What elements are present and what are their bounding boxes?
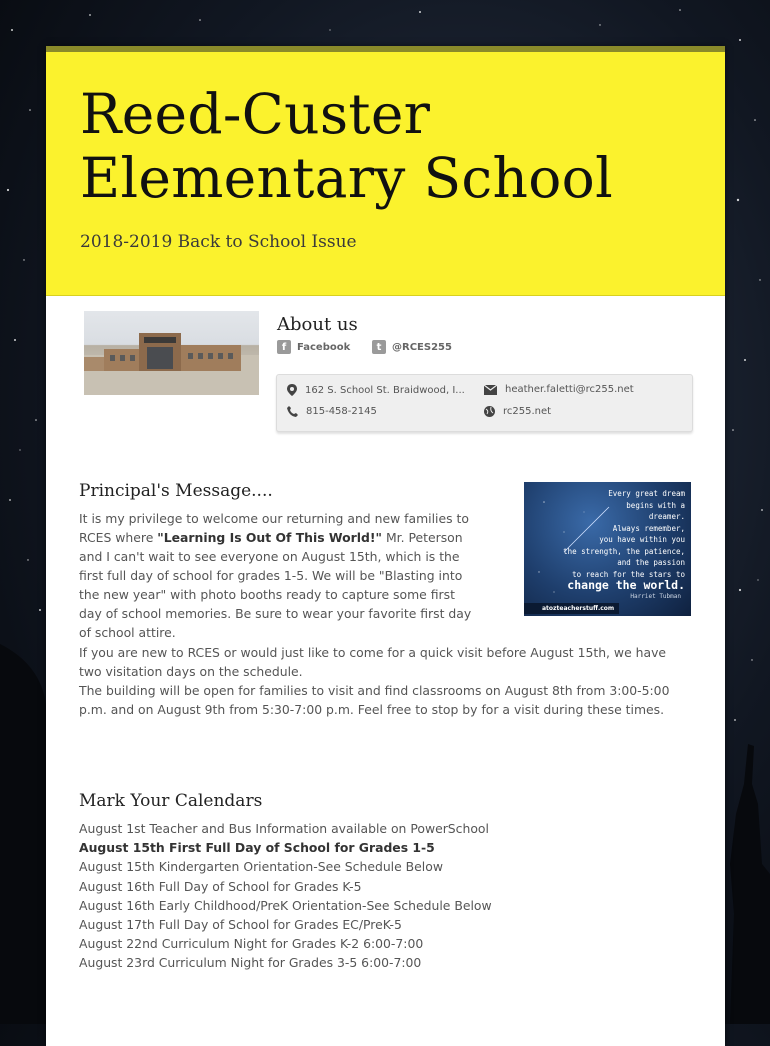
facebook-icon: f (277, 340, 291, 354)
newsletter-title (80, 82, 691, 210)
contact-info-box (276, 374, 693, 432)
principal-paragraph-2: If you are new to RCES or would just like to come for a quick visit before August 15th, we have two visitation days on the schedule. (79, 645, 667, 679)
principal-p1-a: It is my privilege to welcome our returning and new families to RCES where (79, 511, 469, 545)
title-line-1: Reed-Custer (80, 82, 431, 146)
quote-line-7: and the passion (617, 558, 685, 567)
calendar-item: August 15th Kindergarten Orientation-See Schedule Below (79, 859, 443, 875)
calendar-item: August 16th Full Day of School for Grades K-5 (79, 878, 362, 894)
calendar-title: Mark Your Calendars (79, 791, 263, 811)
email-text: heather.faletti@rc255.net (505, 384, 634, 395)
website-text: rc255.net (503, 406, 552, 417)
address-item[interactable] (287, 384, 465, 396)
twitter-label: @RCES255 (392, 341, 452, 353)
quote-line-9: change the world. (567, 578, 685, 592)
silhouette-hill (0, 644, 46, 1024)
quote-author: Harriet Tubman (630, 593, 681, 600)
calendar-item: August 16th Early Childhood/PreK Orientation-See Schedule Below (79, 897, 492, 913)
globe-icon (484, 406, 495, 417)
quote-line-2: begins with a (626, 500, 685, 510)
phone-item[interactable] (287, 406, 377, 417)
email-item[interactable] (484, 384, 634, 395)
address-text: 162 S. School St. Braidwood, I... (305, 384, 465, 396)
calendar-item: August 17th Full Day of School for Grades EC/PreK-5 (79, 917, 402, 933)
calendar-item: August 15th First Full Day of School for Grades 1-5 (79, 840, 435, 856)
about-us-title: About us (277, 314, 358, 335)
quote-line-4: Always remember, (612, 523, 685, 533)
quote-line-6: the strength, the patience, (563, 546, 685, 556)
phone-icon (287, 406, 298, 417)
quote-line-8: to reach for the stars to (572, 569, 685, 579)
quote-line-3: dreamer. (648, 512, 685, 521)
facebook-link[interactable] (277, 340, 350, 354)
newsletter-card (46, 46, 725, 1046)
principal-message-title: Principal's Message.... (79, 481, 273, 501)
quote-line-1: Every great dream (608, 489, 685, 498)
facebook-label: Facebook (297, 341, 351, 353)
calendar-list (79, 819, 492, 973)
principal-p1-bold: "Learning Is Out Of This World!" (157, 530, 382, 545)
principal-paragraph-3: The building will be open for families to visit and find classrooms on August 8th from 3:00-5:00 p.m. and on August 9th from 5:30-7:00 p.m. Feel free to stop by for a visit during these times. (79, 683, 670, 717)
quote-text (535, 488, 685, 592)
website-item[interactable] (484, 406, 551, 417)
phone-text: 815-458-2145 (306, 406, 377, 417)
envelope-icon (484, 385, 497, 395)
calendar-item: August 23rd Curriculum Night for Grades 3-5 6:00-7:00 (79, 955, 422, 971)
about-section (46, 296, 725, 466)
newsletter-subtitle: 2018-2019 Back to School Issue (80, 232, 357, 252)
quote-site: atozteacherstuff.com (524, 603, 619, 614)
title-line-2: Elementary School (80, 146, 613, 210)
principal-p1-b: Mr. Peterson and I can't wait to see everyone on August 15th, which is the first full day of school for grades 1-5. We will be "Blasting into the new year" with photo booths ready to capture some first day of school memories. Be sure to wear your favorite first day of school attire. (79, 530, 472, 640)
calendar-item: August 1st Teacher and Bus Information available on PowerSchool (79, 821, 489, 836)
quote-line-5: you have within you (599, 535, 685, 544)
newsletter-header (46, 52, 725, 296)
map-pin-icon (287, 384, 297, 396)
principal-paragraph-1 (79, 509, 479, 642)
twitter-link[interactable] (372, 340, 452, 354)
school-building-photo (84, 311, 259, 395)
quote-image (524, 482, 691, 616)
calendar-item: August 22nd Curriculum Night for Grades K-2 6:00-7:00 (79, 936, 424, 952)
twitter-icon: t (372, 340, 386, 354)
